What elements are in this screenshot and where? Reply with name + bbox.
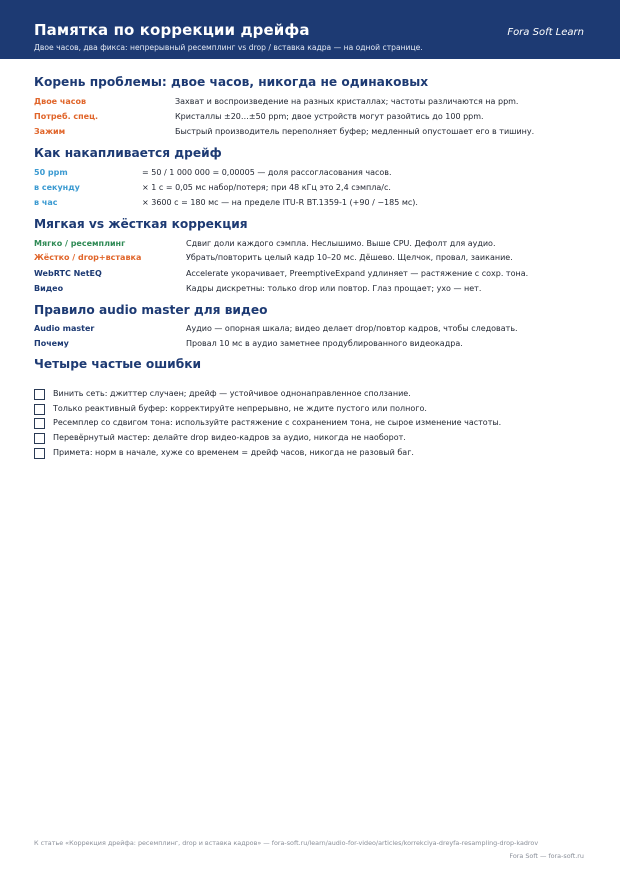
table-row xyxy=(34,112,594,124)
table-row xyxy=(34,168,594,180)
checkbox[interactable] xyxy=(34,418,45,429)
table-row xyxy=(34,339,594,351)
table-row xyxy=(34,183,594,195)
footer-source: К статье «Коррекция дрейфа: ресемплинг, drop и вставка кадров» — fora-soft.ru/learn/audio-for-video/articles/korrekciya-dreyfa-resampling-drop-kadrov xyxy=(34,839,539,847)
table-row xyxy=(34,127,594,139)
section-title-audio-master: Правило audio master для видео xyxy=(34,303,268,317)
table-row xyxy=(34,324,594,336)
row-label: в секунду xyxy=(34,183,80,192)
brand-label: Fora Soft Learn xyxy=(507,27,584,38)
checklist-text: Только реактивный буфер: корректируйте непрерывно, не ждите пустого или полного. xyxy=(53,404,427,413)
page-subtitle: Двое часов, два фикса: непрерывный ресемплинг vs drop / вставка кадра — на одной странице. xyxy=(34,43,423,52)
section-title-root-cause: Корень проблемы: двое часов, никогда не одинаковых xyxy=(34,75,429,89)
row-value: Accelerate укорачивает, PreemptiveExpand удлиняет — растяжение с сохр. тона. xyxy=(186,269,529,278)
row-label: Audio master xyxy=(34,324,95,333)
row-label: Видео xyxy=(34,284,64,293)
row-value: Сдвиг доли каждого сэмпла. Неслышимо. Выше CPU. Дефолт для аудио. xyxy=(186,239,496,248)
table-row xyxy=(34,253,594,265)
row-label: Двое часов xyxy=(34,97,87,106)
row-value: Убрать/повторить целый кадр 10–20 мс. Дёшево. Щелчок, провал, заикание. xyxy=(186,253,513,262)
table-row xyxy=(34,269,594,281)
section-title-soft-vs-hard: Мягкая vs жёсткая коррекция xyxy=(34,217,248,231)
page-title: Памятка по коррекции дрейфа xyxy=(34,21,310,39)
row-label: Жёстко / drop+вставка xyxy=(34,253,142,262)
table-row xyxy=(34,97,594,109)
checkbox[interactable] xyxy=(34,448,45,459)
checklist-text: Винить сеть: джиттер случаен; дрейф — устойчивое однонаправленное сползание. xyxy=(53,389,411,398)
checkbox[interactable] xyxy=(34,433,45,444)
row-value: = 50 / 1 000 000 = 0,00005 — доля рассогласования часов. xyxy=(142,168,392,177)
checkbox[interactable] xyxy=(34,404,45,415)
row-label: 50 ppm xyxy=(34,168,68,177)
row-label: WebRTC NetEQ xyxy=(34,269,102,278)
checklist-text: Примета: норм в начале, хуже со временем = дрейф часов, никогда не разовый баг. xyxy=(53,448,414,457)
row-value: Кристаллы ±20…±50 ppm; двое устройств могут разойтись до 100 ppm. xyxy=(175,112,484,121)
checkbox[interactable] xyxy=(34,389,45,400)
row-label: в час xyxy=(34,198,58,207)
row-value: Быстрый производитель переполняет буфер; медленный опустошает его в тишину. xyxy=(175,127,535,136)
row-label: Потреб. спец. xyxy=(34,112,99,121)
checklist-text: Перевёрнутый мастер: делайте drop видео-кадров за аудио, никогда не наоборот. xyxy=(53,433,406,442)
row-value: Захват и воспроизведение на разных кристаллах; частоты различаются на ppm. xyxy=(175,97,519,106)
row-value: Кадры дискретны: только drop или повтор. Глаз прощает; ухо — нет. xyxy=(186,284,482,293)
row-label: Зажим xyxy=(34,127,66,136)
row-value: × 3600 с = 180 мс — на пределе ITU-R BT.1359-1 (+90 / −185 мс). xyxy=(142,198,418,207)
section-title-drift-accumulation: Как накапливается дрейф xyxy=(34,146,222,160)
table-row xyxy=(34,198,594,210)
table-row xyxy=(34,239,594,251)
table-row xyxy=(34,284,594,296)
row-label: Почему xyxy=(34,339,69,348)
section-title-common-mistakes: Четыре частые ошибки xyxy=(34,357,202,371)
footer-credit: Fora Soft — fora-soft.ru xyxy=(509,852,584,860)
page-header xyxy=(0,0,620,59)
checklist-text: Ресемплер со сдвигом тона: используйте растяжение с сохранением тона, не сырое изменение частоты. xyxy=(53,418,502,427)
row-value: × 1 с = 0,05 мс набор/потеря; при 48 кГц это 2,4 сэмпла/с. xyxy=(142,183,391,192)
row-value: Аудио — опорная шкала; видео делает drop/повтор кадров, чтобы следовать. xyxy=(186,324,518,333)
row-value: Провал 10 мс в аудио заметнее продублированного видеокадра. xyxy=(186,339,463,348)
row-label: Мягко / ресемплинг xyxy=(34,239,126,248)
